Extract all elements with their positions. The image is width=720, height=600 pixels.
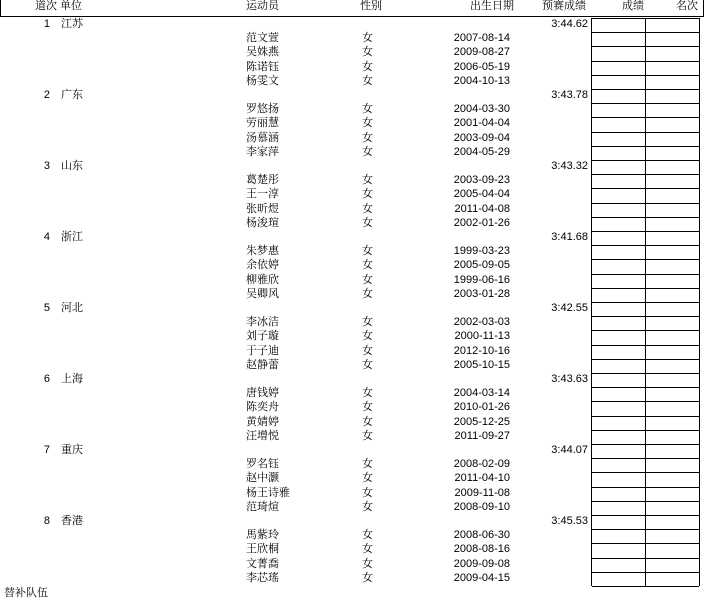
- athlete-name: 葛楚彤: [246, 174, 279, 187]
- athlete-gender: 女: [362, 202, 373, 215]
- grid-line: [592, 401, 699, 402]
- header-result: 成绩: [622, 0, 644, 12]
- athlete-gender: 女: [362, 500, 373, 513]
- header-rank: 名次: [676, 0, 698, 12]
- grid-line: [592, 330, 699, 331]
- score-entry-grid: [591, 18, 700, 586]
- athlete-gender: 女: [362, 259, 373, 272]
- grid-line: [592, 387, 699, 388]
- lane-number: 7: [43, 444, 50, 456]
- athlete-birth: 2001-04-04: [453, 117, 510, 130]
- grid-line: [592, 430, 699, 431]
- athlete-gender: 女: [362, 557, 373, 570]
- lane-number: 4: [43, 231, 50, 243]
- athlete-gender: 女: [362, 529, 373, 542]
- header-lane: 道次: [35, 0, 57, 12]
- team-unit: 上海: [61, 373, 83, 385]
- grid-line: [592, 586, 699, 587]
- grid-line: [592, 259, 699, 260]
- athlete-name: 吴姝燕: [246, 46, 279, 59]
- grid-line: [592, 103, 699, 104]
- athlete-name: 杨浚瑄: [246, 216, 279, 229]
- grid-line: [592, 18, 699, 19]
- athlete-name: 朱梦惠: [246, 245, 279, 258]
- team-unit: 山东: [61, 160, 83, 172]
- grid-line: [592, 529, 699, 530]
- athlete-gender: 女: [362, 387, 373, 400]
- athlete-birth: 2010-01-26: [453, 401, 510, 414]
- grid-line: [592, 160, 699, 161]
- athlete-gender: 女: [362, 543, 373, 556]
- athlete-gender: 女: [362, 174, 373, 187]
- athlete-birth: 2002-03-03: [453, 316, 510, 329]
- grid-line: [592, 89, 699, 90]
- grid-line: [592, 558, 699, 559]
- athlete-birth: 2002-01-26: [453, 216, 510, 229]
- athlete-name: 刘子璇: [246, 330, 279, 343]
- athlete-birth: 1999-03-23: [453, 245, 510, 258]
- athlete-name: 吴卿风: [246, 287, 279, 300]
- prelim-time: 3:43.63: [551, 373, 588, 385]
- table-header: [0, 0, 720, 18]
- athlete-gender: 女: [362, 287, 373, 300]
- athlete-birth: 2004-10-13: [453, 74, 510, 87]
- athlete-gender: 女: [362, 46, 373, 59]
- header-athlete: 运动员: [246, 0, 279, 12]
- athlete-name: 陈奕舟: [246, 401, 279, 414]
- grid-line: [592, 572, 699, 573]
- athlete-gender: 女: [362, 415, 373, 428]
- athlete-name: 李冰洁: [246, 316, 279, 329]
- grid-line: [592, 217, 699, 218]
- athlete-gender: 女: [362, 429, 373, 442]
- athlete-gender: 女: [362, 401, 373, 414]
- athlete-name: 陈诺钰: [246, 60, 279, 73]
- athlete-name: 汪增悦: [246, 429, 279, 442]
- athlete-name: 王欣桐: [246, 543, 279, 556]
- athlete-birth: 2005-12-25: [453, 415, 510, 428]
- athlete-birth: 2008-08-16: [453, 543, 510, 556]
- athlete-birth: 2005-04-04: [453, 188, 510, 201]
- grid-line: [592, 32, 699, 33]
- prelim-time: 3:43.78: [551, 89, 588, 101]
- header-birth: 出生日期: [470, 0, 514, 12]
- grid-line: [592, 458, 699, 459]
- lane-number: 5: [43, 302, 50, 314]
- athlete-birth: 2003-01-28: [453, 287, 510, 300]
- lane-number: 3: [43, 160, 50, 172]
- grid-line: [592, 515, 699, 516]
- athlete-gender: 女: [362, 145, 373, 158]
- athlete-gender: 女: [362, 216, 373, 229]
- grid-line: [592, 146, 699, 147]
- athlete-name: 范琦煊: [246, 500, 279, 513]
- athlete-birth: 2006-05-19: [453, 60, 510, 73]
- athlete-name: 范文萱: [246, 32, 279, 45]
- header-gender: 性别: [360, 0, 382, 12]
- athlete-name: 唐钱婷: [246, 387, 279, 400]
- athlete-gender: 女: [362, 60, 373, 73]
- athlete-gender: 女: [362, 486, 373, 499]
- athlete-birth: 2005-10-15: [453, 358, 510, 371]
- athlete-name: 柳雅欣: [246, 273, 279, 286]
- grid-line: [592, 274, 699, 275]
- athlete-gender: 女: [362, 131, 373, 144]
- prelim-time: 3:44.07: [551, 444, 588, 456]
- athlete-gender: 女: [362, 458, 373, 471]
- athlete-name: 文菁喬: [246, 557, 279, 570]
- athlete-name: 赵静蕾: [246, 358, 279, 371]
- athlete-birth: 2011-09-27: [454, 429, 510, 442]
- prelim-time: 3:43.32: [551, 160, 588, 172]
- athlete-gender: 女: [362, 358, 373, 371]
- team-unit: 河北: [61, 302, 83, 314]
- athlete-gender: 女: [362, 74, 373, 87]
- grid-line: [592, 75, 699, 76]
- header-right-border: [703, 0, 704, 16]
- athlete-birth: 2004-05-29: [453, 145, 510, 158]
- grid-line: [592, 472, 699, 473]
- athlete-gender: 女: [362, 316, 373, 329]
- grid-line: [592, 543, 699, 544]
- athlete-name: 余依婷: [246, 259, 279, 272]
- grid-line: [592, 359, 699, 360]
- lane-number: 6: [43, 373, 50, 385]
- grid-line: [592, 302, 699, 303]
- athlete-gender: 女: [362, 472, 373, 485]
- athlete-birth: 2008-02-09: [453, 458, 510, 471]
- athlete-birth: 1999-06-16: [453, 273, 510, 286]
- grid-line: [592, 373, 699, 374]
- header-underline: [0, 16, 704, 17]
- athlete-gender: 女: [362, 330, 373, 343]
- header-prelim: 预赛成绩: [542, 0, 586, 12]
- grid-line: [592, 316, 699, 317]
- lane-number: 1: [43, 18, 50, 30]
- athlete-gender: 女: [362, 117, 373, 130]
- lane-number: 2: [43, 89, 50, 101]
- prelim-time: 3:41.68: [551, 231, 588, 243]
- grid-line: [592, 132, 699, 133]
- athlete-birth: 2003-09-23: [453, 174, 510, 187]
- athlete-birth: 2000-11-13: [454, 330, 510, 343]
- athlete-birth: 2008-06-30: [453, 529, 510, 542]
- prelim-time: 3:45.53: [551, 515, 588, 527]
- athlete-name: 张昕煜: [246, 202, 279, 215]
- grid-line: [592, 501, 699, 502]
- athlete-birth: 2004-03-30: [453, 103, 510, 116]
- athlete-birth: 2003-09-04: [453, 131, 510, 144]
- team-unit: 香港: [61, 515, 83, 527]
- grid-line: [592, 245, 699, 246]
- grid-line: [592, 46, 699, 47]
- athlete-name: 馬紫玲: [246, 529, 279, 542]
- team-unit: 广东: [61, 89, 83, 101]
- grid-line: [592, 416, 699, 417]
- header-unit: 单位: [60, 0, 82, 12]
- athlete-name: 劳丽慧: [246, 117, 279, 130]
- athlete-name: 王一淳: [246, 188, 279, 201]
- athlete-name: 李芯瑤: [246, 571, 279, 584]
- grid-line: [592, 288, 699, 289]
- athlete-name: 罗悠扬: [246, 103, 279, 116]
- footer-note: 替补队伍: [4, 587, 48, 599]
- grid-line: [592, 61, 699, 62]
- athlete-birth: 2004-03-14: [453, 387, 510, 400]
- athlete-name: 于子迪: [246, 344, 279, 357]
- athlete-birth: 2011-04-08: [454, 202, 510, 215]
- athlete-birth: 2011-04-10: [454, 472, 510, 485]
- prelim-time: 3:42.55: [551, 302, 588, 314]
- grid-line: [592, 345, 699, 346]
- grid-line: [592, 444, 699, 445]
- athlete-birth: 2009-08-27: [453, 46, 510, 59]
- athlete-name: 罗名钰: [246, 458, 279, 471]
- athlete-birth: 2009-11-08: [454, 486, 510, 499]
- athlete-gender: 女: [362, 103, 373, 116]
- athlete-birth: 2012-10-16: [453, 344, 510, 357]
- athlete-birth: 2009-04-15: [453, 571, 510, 584]
- grid-line: [592, 487, 699, 488]
- athlete-birth: 2007-08-14: [453, 32, 510, 45]
- grid-line: [592, 188, 699, 189]
- lane-number: 8: [43, 515, 50, 527]
- athlete-gender: 女: [362, 245, 373, 258]
- athlete-gender: 女: [362, 32, 373, 45]
- athlete-name: 杨雯文: [246, 74, 279, 87]
- team-unit: 浙江: [61, 231, 83, 243]
- athlete-name: 黄婧婷: [246, 415, 279, 428]
- prelim-time: 3:44.62: [551, 18, 588, 30]
- athlete-name: 汤慕涵: [246, 131, 279, 144]
- athlete-gender: 女: [362, 188, 373, 201]
- athlete-name: 杨王诗雅: [246, 486, 290, 499]
- header-left-border: [0, 0, 1, 16]
- grid-line: [592, 174, 699, 175]
- grid-line: [592, 231, 699, 232]
- grid-line: [592, 203, 699, 204]
- grid-line: [592, 117, 699, 118]
- athlete-gender: 女: [362, 571, 373, 584]
- athlete-name: 赵中灏: [246, 472, 279, 485]
- athlete-gender: 女: [362, 344, 373, 357]
- athlete-birth: 2008-09-10: [453, 500, 510, 513]
- team-unit: 江苏: [61, 18, 83, 30]
- athlete-birth: 2009-09-08: [453, 557, 510, 570]
- athlete-name: 李家萍: [246, 145, 279, 158]
- team-unit: 重庆: [61, 444, 83, 456]
- athlete-birth: 2005-09-05: [453, 259, 510, 272]
- athlete-gender: 女: [362, 273, 373, 286]
